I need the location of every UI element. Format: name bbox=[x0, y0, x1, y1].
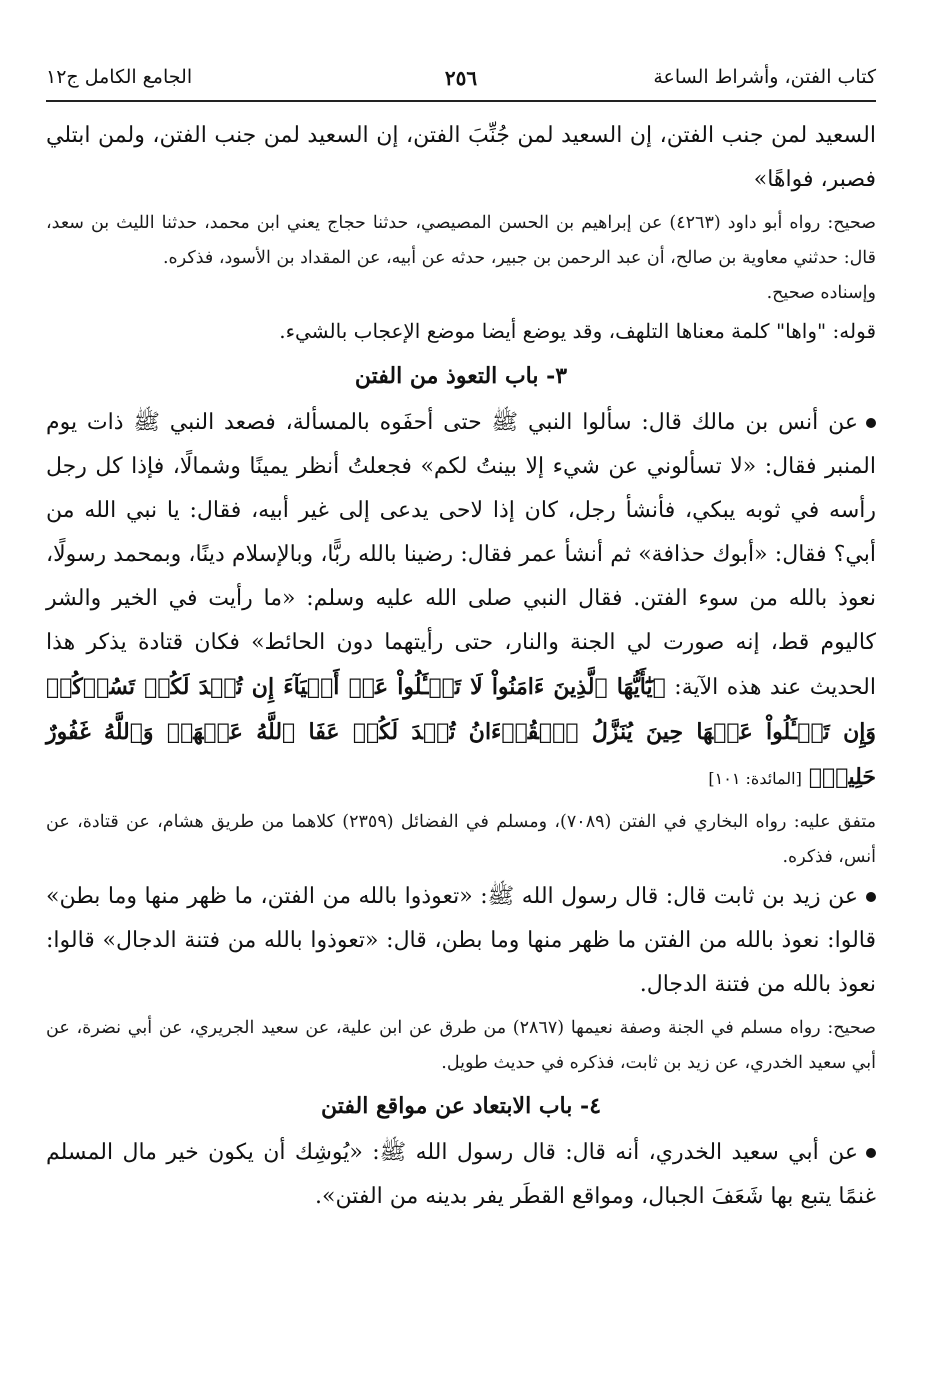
hadith-continuation: السعيد لمن جنب الفتن، إن السعيد لمن جُنِّبَ الفتن، إن السعيد لمن جنب الفتن، ولمن ابتلي فصبر، فواهًا» bbox=[46, 123, 876, 192]
section-heading: ٤- باب الابتعاد عن مواقع الفتن bbox=[320, 1093, 602, 1119]
running-header bbox=[46, 62, 876, 102]
bullet-icon bbox=[866, 418, 876, 428]
quran-verse: ﴿يَٰٓأَيُّهَا ٱلَّذِينَ ءَامَنُواْ لَا تَسۡـَٔلُواْ عَنۡ أَشۡيَآءَ إِن تُبۡدَ لَكُمۡ تَسُؤۡكُمۡ وَإِن تَسۡـَٔلُواْ عَنۡهَا حِينَ يُنَزَّلُ ٱلۡقُرۡءَانُ تُبۡدَ لَكُمۡ عَفَا ٱللَّهُ عَنۡهَاۗ وَٱللَّهُ غَفُورٌ حَلِيمٞ﴾ bbox=[46, 674, 876, 790]
hadith-text: عن زيد بن ثابت قال: قال رسول الله ﷺ: «تعوذوا بالله من الفتن، ما ظهر منها وما بطن» قالوا: نعوذ بالله من الفتن ما ظهر منها وما بطن، قال: «تعوذوا بالله من فتنة الدجال» قالوا: نعوذ بالله من فتنة الدجال. bbox=[46, 884, 876, 997]
bullet-icon bbox=[866, 892, 876, 902]
hadith-paragraph bbox=[46, 1131, 876, 1219]
verse-reference: [المائدة: ١٠١] bbox=[708, 769, 802, 788]
book-title: الجامع الكامل ج١٢ bbox=[46, 66, 193, 88]
takhrij-note: متفق عليه: رواه البخاري في الفتن (٧٠٨٩)، ومسلم في الفضائل (٢٣٥٩) كلاهما من طريق هشام، عن قتادة، عن أنس، فذكره. bbox=[46, 812, 877, 867]
section-heading: ٣- باب التعوذ من الفتن bbox=[354, 363, 568, 389]
book-page bbox=[46, 62, 876, 1219]
bullet-icon bbox=[866, 1148, 876, 1158]
page-number: ٢٥٦ bbox=[444, 66, 478, 90]
chapter-title: كتاب الفتن، وأشراط الساعة bbox=[653, 66, 876, 88]
takhrij-note: صحيح: رواه مسلم في الجنة وصفة نعيمها (٢٨٦٧) من طرق عن ابن علية، عن سعيد الجريري، عن أبي نضرة، عن أبي سعيد الخدري، عن زيد بن ثابت، فذكره في حديث طويل. bbox=[46, 1018, 876, 1073]
hadith-paragraph bbox=[46, 401, 876, 801]
isnad-note: وإسناده صحيح. bbox=[766, 283, 876, 303]
hadith-text: عن أبي سعيد الخدري، أنه قال: قال رسول الله ﷺ: «يُوشِك أن يكون خير مال المسلم غنمًا يتبع بها شَعَفَ الجبال، ومواقع القطَر يفر بدينه من الفتن». bbox=[46, 1140, 876, 1209]
hadith-text: عن أنس بن مالك قال: سألوا النبي ﷺ حتى أحفَوه بالمسألة، فصعد النبي ﷺ ذات يوم المنبر فقال: «لا تسألوني عن شيء إلا بينتُ لكم» فجعلتُ أنظر يمينًا وشمالًا، فإذا كل رجل رأسه في ثوبه يبكي، فأنشأ رجل، كان إذا لاحى يدعى إلى غير أبيه، فقال: يا نبي الله من أبي؟ فقال: «أبوك حذافة» ثم أنشأ عمر فقال: رضينا بالله ربًّا، وبالإسلام دينًا، وبمحمد رسولًا، نعوذ بالله من سوء الفتن. فقال النبي صلى الله عليه وسلم: «ما رأيت في الخير والشر كاليوم قط، إنه صورت لي الجنة والنار، حتى رأيتهما دون الحائط» فكان قتادة يذكر هذا الحديث عند هذه الآية: bbox=[46, 410, 876, 700]
word-explanation: قوله: "واها" كلمة معناها التلهف، وقد يوضع أيضا موضع الإعجاب بالشيء. bbox=[279, 319, 876, 343]
hadith-paragraph bbox=[46, 875, 876, 1007]
takhrij-note: صحيح: رواه أبو داود (٤٢٦٣) عن إبراهيم بن الحسن المصيصي، حدثنا حجاج يعني ابن محمد، حدثنا الليث بن سعد، قال: حدثني معاوية بن صالح، أن عبد الرحمن بن جبير، حدثه عن أبيه، عن المقداد بن الأسود، فذكره. bbox=[46, 213, 877, 268]
